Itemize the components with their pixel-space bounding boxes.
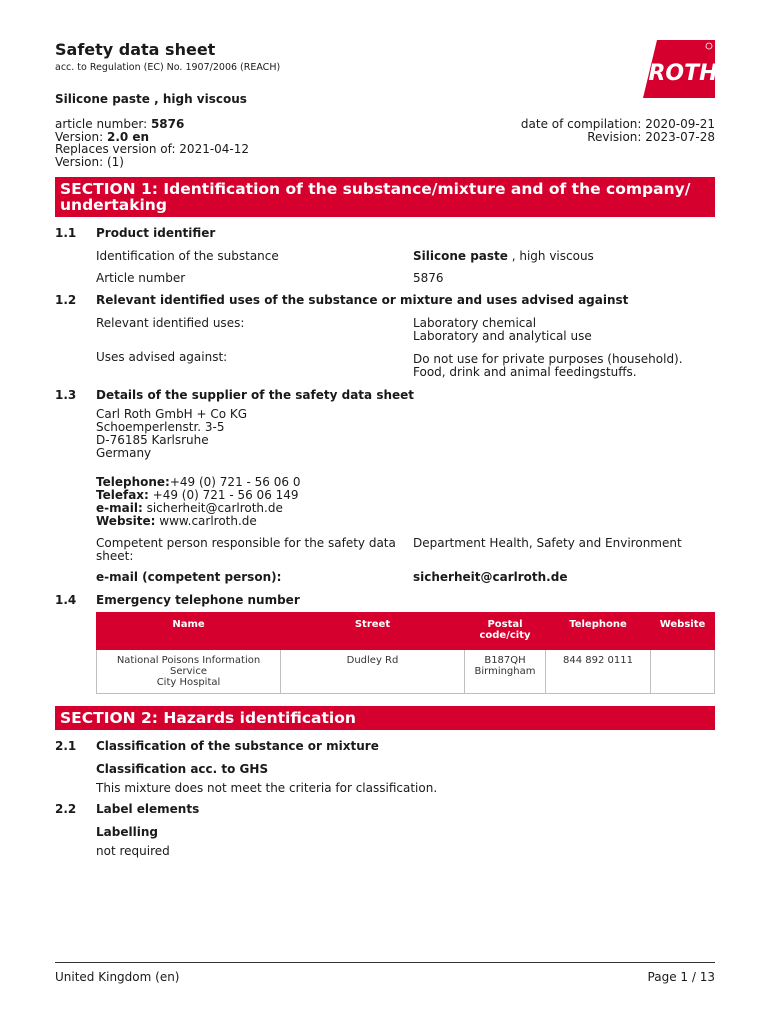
emergency-contacts-table xyxy=(96,612,715,694)
section-heading: Details of the supplier of the safety data sheet xyxy=(96,388,415,402)
section-heading: Label elements xyxy=(96,802,200,816)
compilation-date: date of compilation: 2020-09-21 xyxy=(520,117,715,131)
section-number: 1.4 xyxy=(55,593,77,607)
section-heading: Emergency telephone number xyxy=(96,593,300,607)
roth-logo xyxy=(643,40,715,98)
field-value: Silicone paste , high viscous xyxy=(413,249,594,263)
table-row xyxy=(97,650,715,694)
field-label: Article number xyxy=(96,271,186,285)
column-header: Street xyxy=(281,613,465,650)
section-1-header: SECTION 1: Identification of the substance/mixture and of the company/ undertaking xyxy=(55,177,715,217)
field-label: e-mail (competent person): xyxy=(96,570,282,584)
website-link[interactable]: www.carlroth.de xyxy=(155,514,257,528)
field-label: Competent person responsible for the safety data sheet: xyxy=(96,536,396,563)
field-label: Identification of the substance xyxy=(96,249,279,263)
section-number: 2.2 xyxy=(55,802,77,816)
subheading: Labelling xyxy=(96,825,158,839)
subheading: Classification acc. to GHS xyxy=(96,762,269,776)
section-heading: Classification of the substance or mixture xyxy=(96,739,379,753)
field-value: 5876 xyxy=(413,271,444,285)
supplier-address: Carl Roth GmbH + Co KG Schoemperlenstr. 3-5 D-76185 Karlsruhe Germany xyxy=(96,407,248,460)
footer-divider xyxy=(55,962,715,963)
document-meta-right xyxy=(521,118,715,143)
section-2-header: SECTION 2: Hazards identification xyxy=(55,706,715,730)
table-header-row xyxy=(97,613,715,650)
section-heading: Relevant identified uses of the substance or mixture and uses advised against xyxy=(96,293,629,307)
page-number: Page 1 / 13 xyxy=(647,970,715,984)
logo-text: ROTH xyxy=(648,61,715,86)
column-header: Name xyxy=(97,613,281,650)
table-cell: 844 892 0111 xyxy=(546,650,651,694)
field-label: Relevant identified uses: xyxy=(96,316,245,330)
field-value: Do not use for private purposes (household). Food, drink and animal feedingstuffs. xyxy=(413,352,683,379)
column-header: Telephone xyxy=(546,613,651,650)
competent-email-link[interactable]: sicherheit@carlroth.de xyxy=(413,570,568,584)
section-number: 1.1 xyxy=(55,226,77,240)
version-previous: Version: (1) xyxy=(55,154,124,169)
classification-text: This mixture does not meet the criteria for classification. xyxy=(96,781,438,795)
footer-locale: United Kingdom (en) xyxy=(55,970,180,984)
column-header: Website xyxy=(651,613,715,650)
replaces-version: Replaces version of: 2021-04-12 xyxy=(55,142,250,156)
document-title: Safety data sheet xyxy=(55,40,216,59)
table-cell xyxy=(651,650,715,694)
supplier-contact: Telephone:+49 (0) 721 - 56 06 0 Telefax: +49 (0) 721 - 56 06 149 e-mail: sicherheit@carlroth.de Website: www.carlroth.de xyxy=(96,475,301,528)
column-header: Postal code/city xyxy=(465,613,546,650)
revision-date: Revision: 2023-07-28 xyxy=(587,129,715,144)
product-name: Silicone paste , high viscous xyxy=(55,92,247,106)
section-number: 1.3 xyxy=(55,388,77,402)
table-cell: Dudley Rd xyxy=(281,650,465,694)
email-link[interactable]: sicherheit@carlroth.de xyxy=(142,501,283,515)
document-meta-left: article number: 5876 Version: 2.0 en Replaces version of: 2021-04-12 Version: (1) xyxy=(55,117,250,169)
section-number: 2.1 xyxy=(55,739,77,753)
field-value: Department Health, Safety and Environment xyxy=(413,536,682,550)
labelling-text: not required xyxy=(96,844,170,858)
version-number: 2.0 en xyxy=(106,129,150,144)
telephone-value: +49 (0) 721 - 56 06 0 xyxy=(169,475,301,489)
article-number: 5876 xyxy=(150,117,185,131)
section-number: 1.2 xyxy=(55,293,77,307)
table-cell: National Poisons Information Service City Hospital xyxy=(97,650,281,694)
section-heading: Product identifier xyxy=(96,226,216,240)
field-label: Uses advised against: xyxy=(96,350,228,364)
regulation-subtitle: acc. to Regulation (EC) No. 1907/2006 (REACH) xyxy=(55,62,281,73)
field-value: Laboratory chemical Laboratory and analytical use xyxy=(413,316,592,343)
table-cell: B187QH Birmingham xyxy=(465,650,546,694)
telefax-value: +49 (0) 721 - 56 06 149 xyxy=(148,488,299,502)
